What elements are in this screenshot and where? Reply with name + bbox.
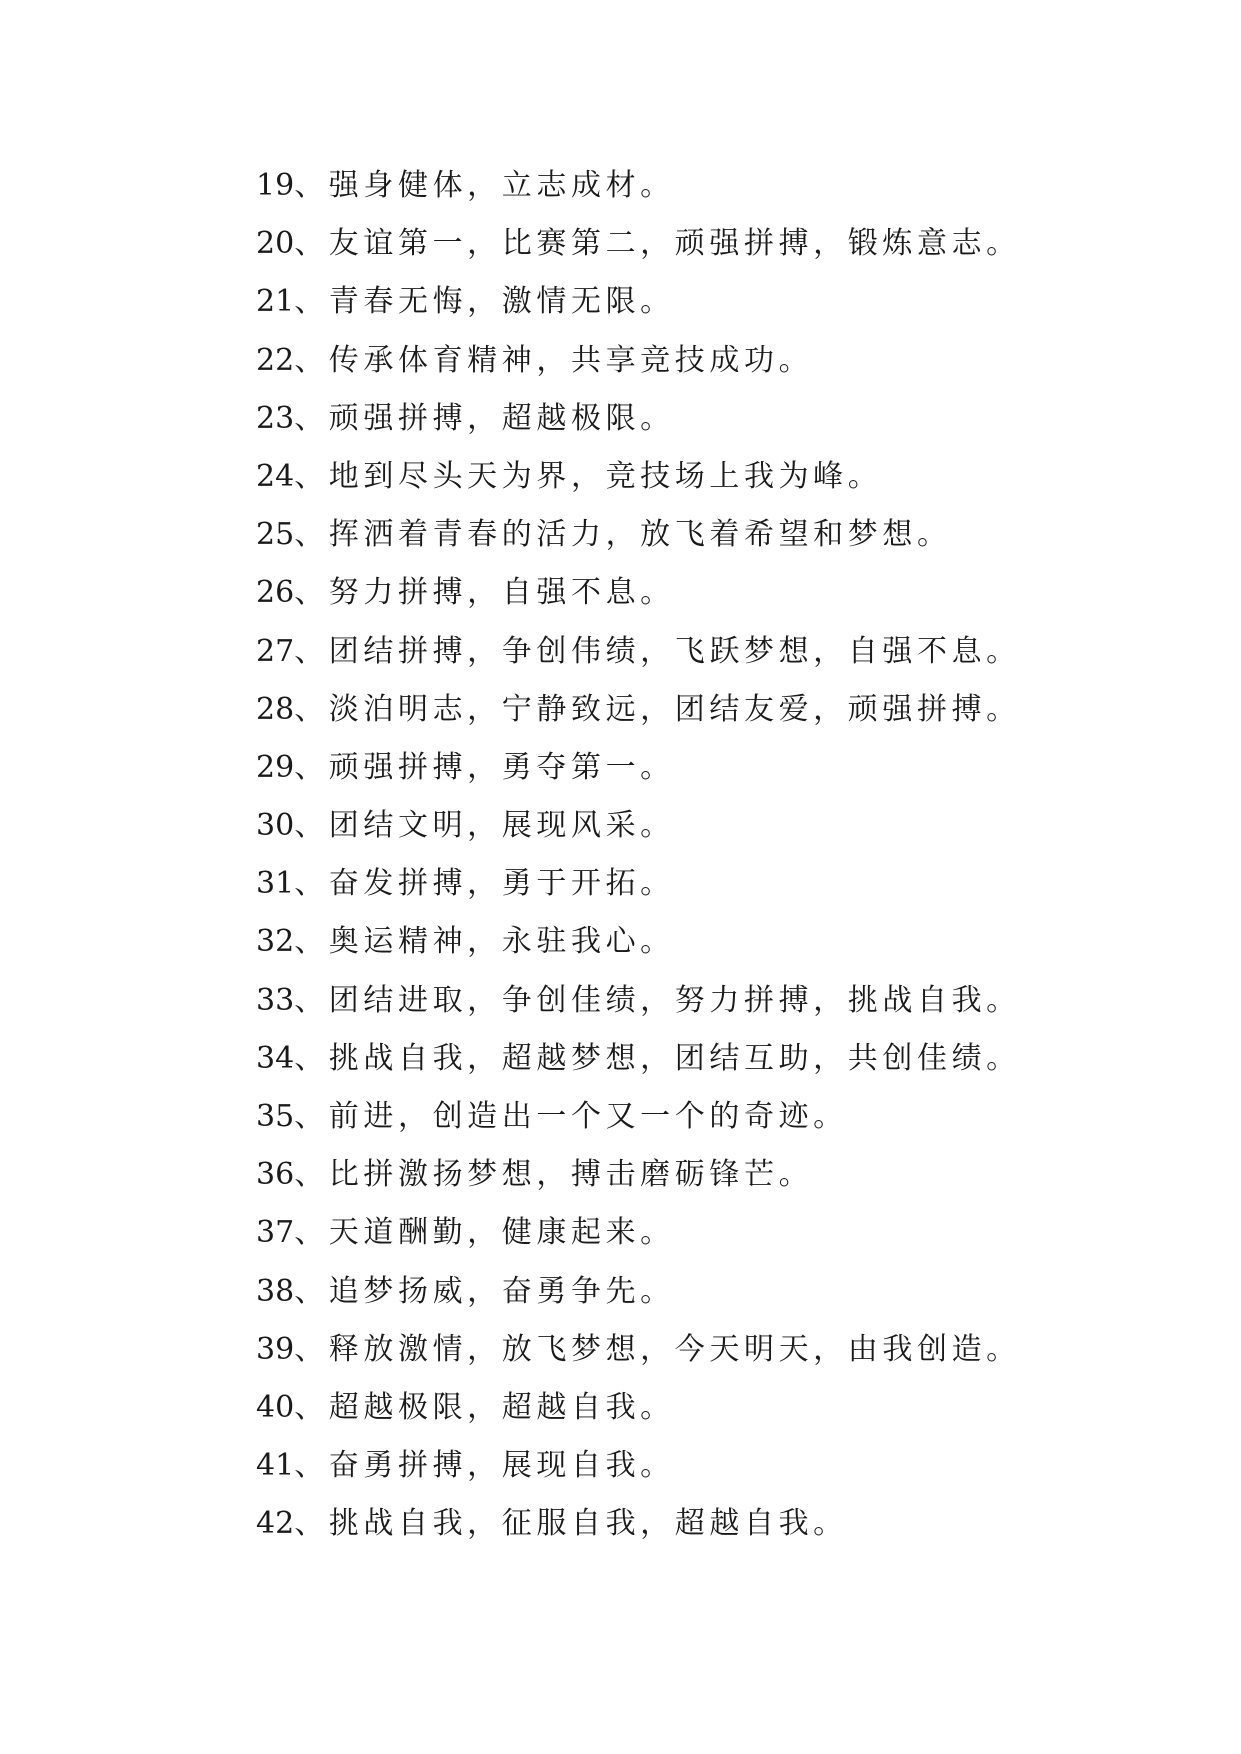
line-text: 、传承体育精神，共享竞技成功。 <box>294 342 814 378</box>
slogan-line <box>256 273 1021 331</box>
slogan-line <box>256 1495 1021 1553</box>
slogan-line <box>256 1204 1021 1262</box>
line-number: 25 <box>256 517 295 553</box>
line-text: 、前进，创造出一个又一个的奇迹。 <box>294 1099 848 1134</box>
line-number: 22 <box>256 342 295 378</box>
line-number: 20 <box>256 226 295 262</box>
line-text: 、挑战自我，超越梦想，团结互助，共创佳绩。 <box>294 1040 1021 1076</box>
line-number: 31 <box>256 866 295 902</box>
line-number: 33 <box>256 982 295 1018</box>
line-number: 24 <box>256 458 295 494</box>
line-number: 41 <box>256 1448 295 1484</box>
line-number: 29 <box>256 749 295 785</box>
slogan-line <box>256 448 1021 506</box>
line-text: 、顽强拼搏，勇夺第一。 <box>294 749 675 785</box>
slogan-line <box>256 913 1021 971</box>
slogan-line <box>256 506 1021 564</box>
line-text: 、青春无悔，激情无限。 <box>294 284 675 320</box>
line-text: 、奥运精神，永驻我心。 <box>294 924 675 960</box>
slogan-line <box>256 1437 1021 1495</box>
slogan-line <box>256 1379 1021 1437</box>
slogan-line <box>256 215 1021 273</box>
line-text: 、比拼激扬梦想，搏击磨砺锋芒。 <box>294 1157 814 1193</box>
line-text: 、努力拼搏，自强不息。 <box>294 575 675 611</box>
line-text: 、强身健体，立志成材。 <box>294 168 675 203</box>
line-text: 、追梦扬威，奋勇争先。 <box>294 1273 675 1309</box>
line-text: 、团结进取，争创佳绩，努力拼搏，挑战自我。 <box>294 982 1021 1018</box>
line-text: 、团结拼搏，争创伟绩，飞跃梦想，自强不息。 <box>294 633 1021 669</box>
line-number: 36 <box>256 1157 295 1193</box>
line-number: 23 <box>256 400 295 436</box>
line-text: 、超越极限，超越自我。 <box>294 1389 675 1425</box>
slogan-line <box>256 1321 1021 1379</box>
line-number: 35 <box>256 1099 295 1134</box>
line-text: 、顽强拼搏，超越极限。 <box>294 400 675 436</box>
slogan-line <box>256 855 1021 913</box>
slogan-line <box>256 739 1021 797</box>
slogan-line <box>256 1146 1021 1204</box>
slogan-line <box>256 972 1021 1030</box>
line-number: 40 <box>256 1389 295 1425</box>
slogan-line <box>256 332 1021 390</box>
line-text: 、挑战自我，征服自我，超越自我。 <box>294 1506 848 1542</box>
line-text: 、天道酬勤，健康起来。 <box>294 1215 675 1251</box>
slogan-list <box>256 157 1021 1554</box>
line-number: 38 <box>256 1273 295 1309</box>
slogan-line <box>256 564 1021 622</box>
line-text: 、奋发拼搏，勇于开拓。 <box>294 866 675 902</box>
line-text: 、团结文明，展现风采。 <box>294 808 675 844</box>
slogan-line <box>256 623 1021 681</box>
slogan-line <box>256 1088 1021 1146</box>
line-text: 、奋勇拼搏，展现自我。 <box>294 1448 675 1484</box>
line-text: 、淡泊明志，宁静致远，团结友爱，顽强拼搏。 <box>294 691 1021 727</box>
line-text: 、释放激情，放飞梦想，今天明天，由我创造。 <box>294 1331 1021 1367</box>
line-number: 42 <box>256 1506 295 1542</box>
slogan-line <box>256 681 1021 739</box>
line-number: 19 <box>256 168 295 203</box>
slogan-line <box>256 1263 1021 1321</box>
line-number: 37 <box>256 1215 295 1251</box>
slogan-line <box>256 157 1021 215</box>
slogan-line <box>256 797 1021 855</box>
line-number: 21 <box>256 284 295 320</box>
line-number: 28 <box>256 691 295 727</box>
line-text: 、挥洒着青春的活力，放飞着希望和梦想。 <box>294 517 952 553</box>
line-text: 、地到尽头天为界，竞技场上我为峰。 <box>294 458 883 494</box>
line-number: 27 <box>256 633 295 669</box>
slogan-line <box>256 390 1021 448</box>
line-number: 30 <box>256 808 295 844</box>
line-number: 34 <box>256 1040 295 1076</box>
line-number: 32 <box>256 924 295 960</box>
slogan-line <box>256 1030 1021 1088</box>
line-number: 26 <box>256 575 295 611</box>
line-number: 39 <box>256 1331 295 1367</box>
line-text: 、友谊第一，比赛第二，顽强拼搏，锻炼意志。 <box>294 226 1021 262</box>
